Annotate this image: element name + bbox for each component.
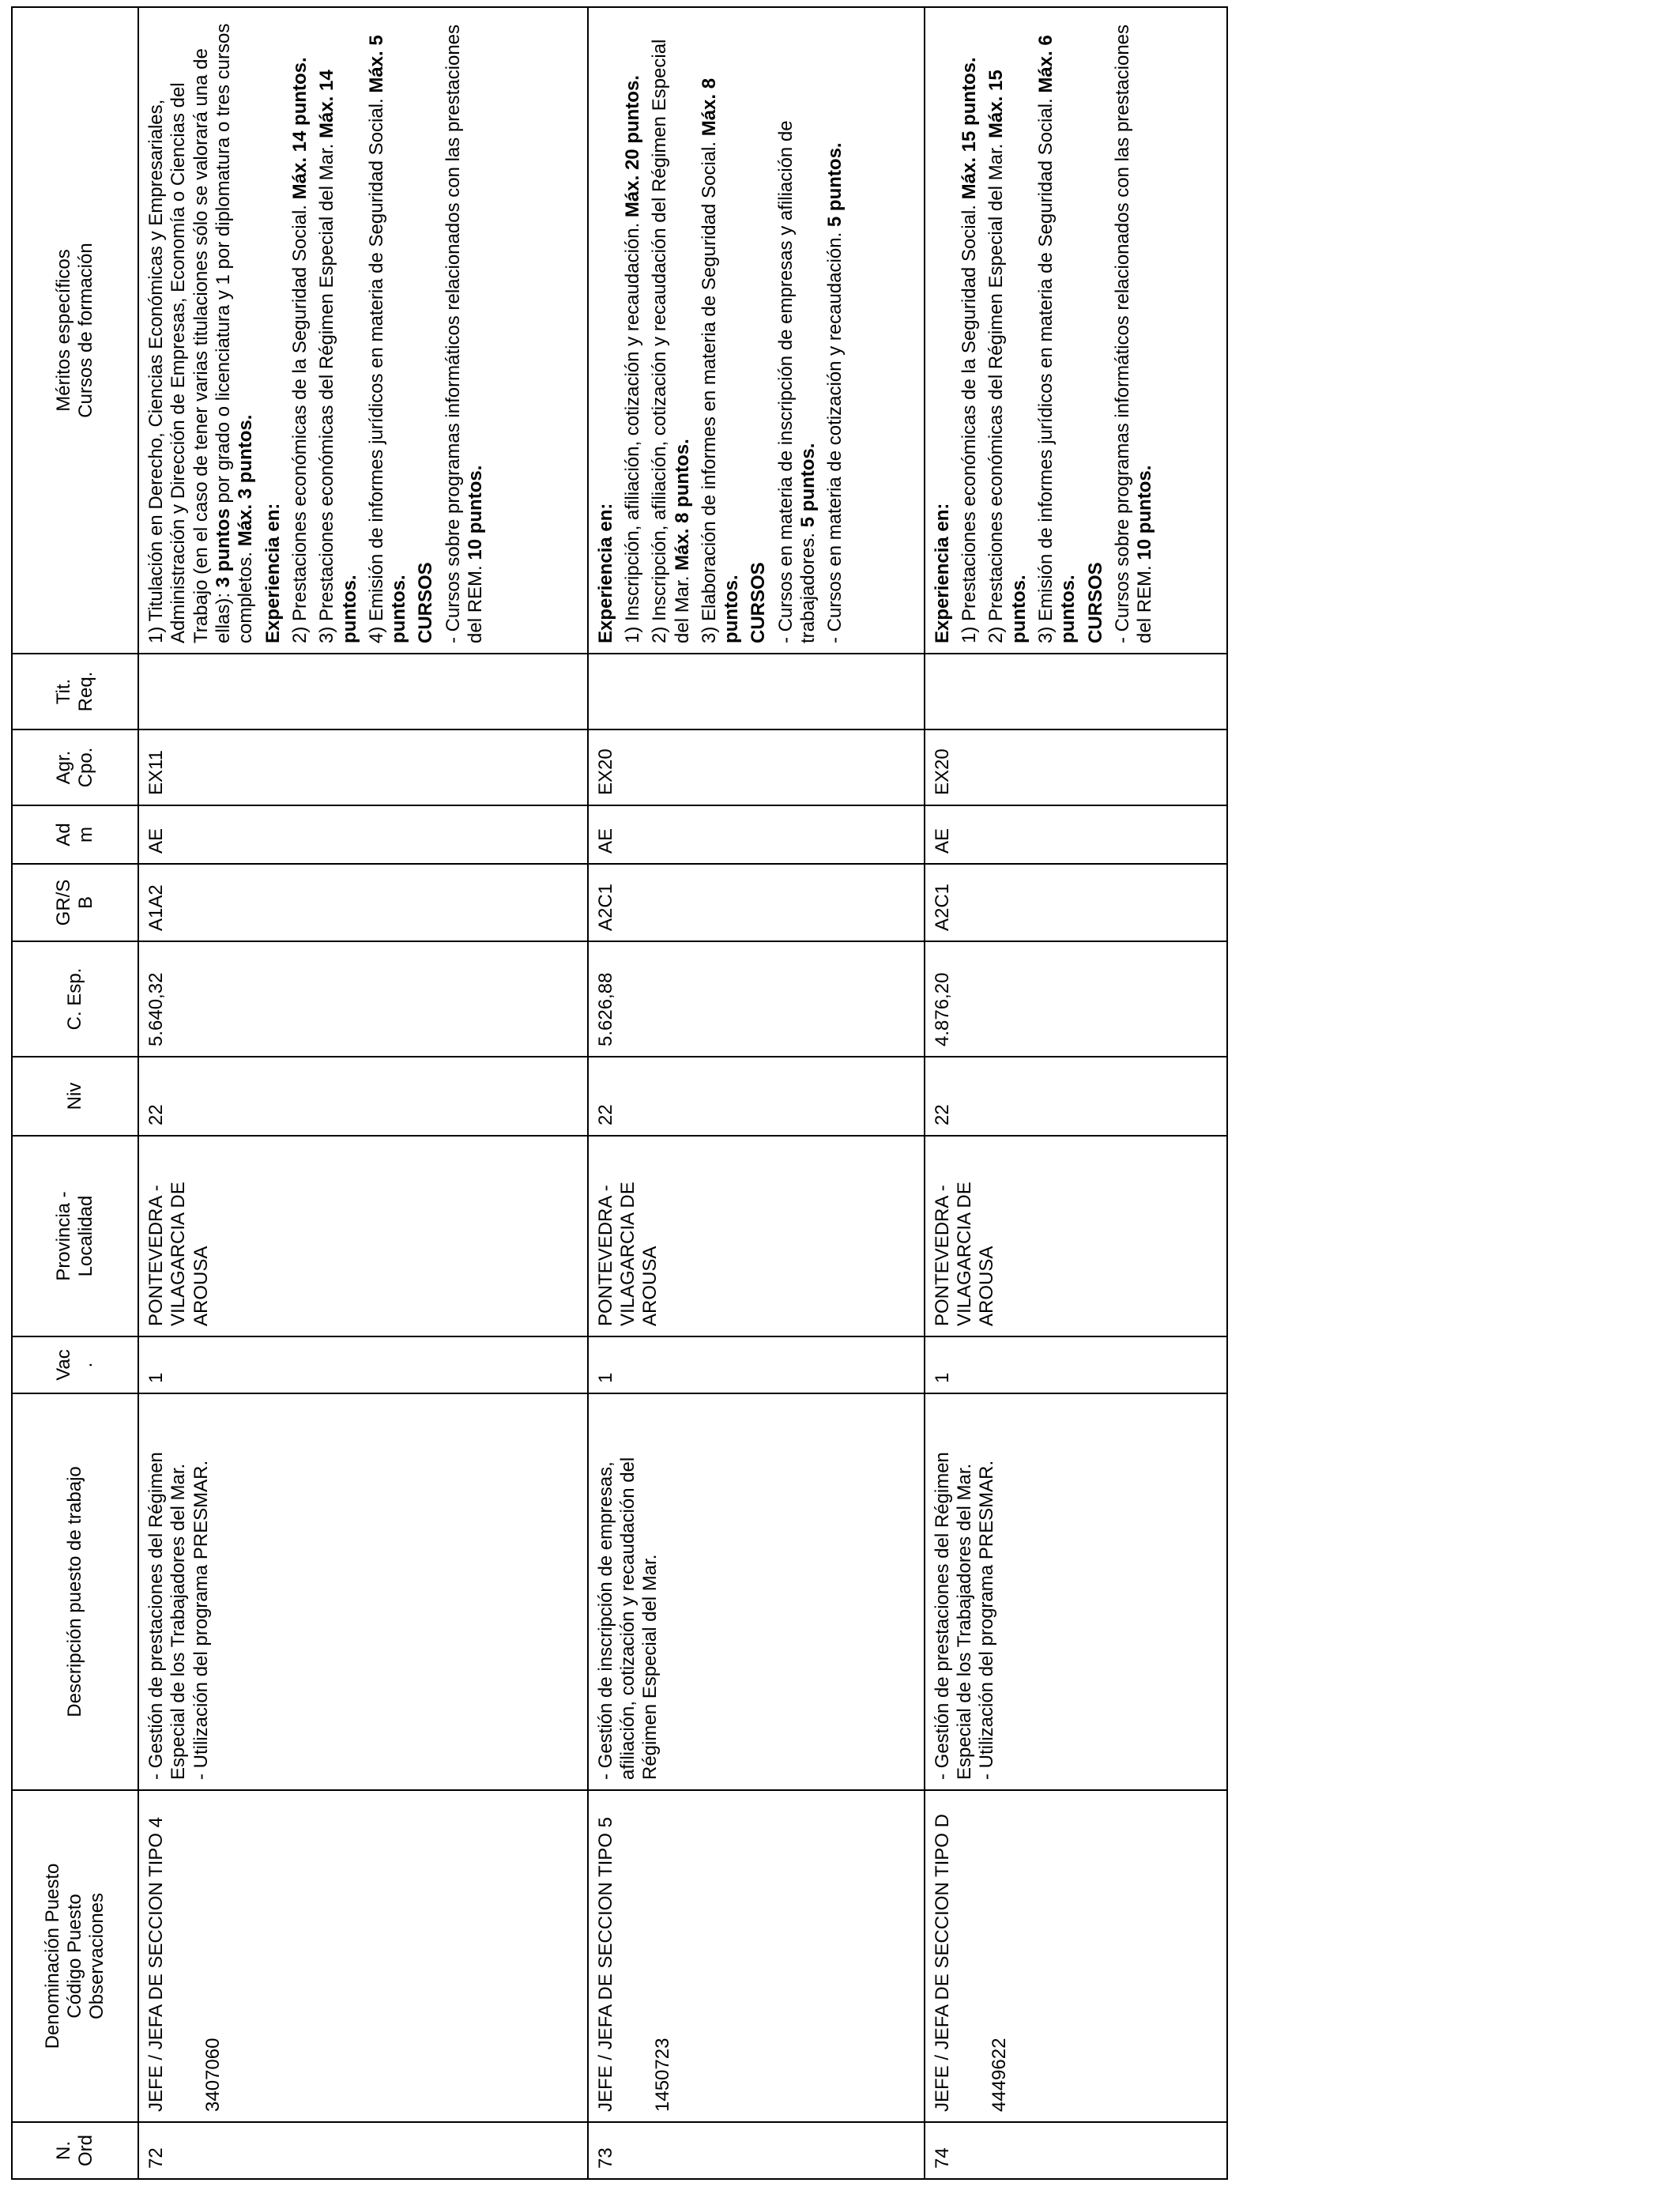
position-name: JEFE / JEFA DE SECCION TIPO 4 bbox=[145, 1817, 167, 2112]
description-line: - Gestión de prestaciones del Régimen Especial de los Trabajadores del Mar. bbox=[145, 1452, 190, 1780]
header-provincia bbox=[12, 1136, 138, 1336]
merit-text: 1) Inscripción, afiliación, cotización y recaudación. bbox=[621, 217, 643, 643]
cell-provincia bbox=[925, 1136, 1227, 1336]
merit-text: 3) Elaboración de informes en materia de Seguridad Social. bbox=[698, 136, 720, 643]
position-code: 3407060 bbox=[202, 2038, 224, 2112]
merit-points: Máx. 3 puntos. bbox=[235, 414, 257, 547]
merit-points: 10 puntos. bbox=[1134, 465, 1156, 560]
specific-complement-value: 4.876,20 bbox=[931, 972, 953, 1046]
merit-text: 3) Prestaciones económicas del Régimen Especial del Mar. bbox=[316, 138, 338, 643]
header-provincia-line1: Provincia - bbox=[52, 1191, 74, 1281]
cell-vac bbox=[588, 1336, 925, 1393]
corps-group-value: EX20 bbox=[594, 748, 616, 795]
merit-text: - Cursos sobre programas informáticos relacionados con las prestaciones del REM. bbox=[1112, 24, 1156, 643]
header-tit bbox=[12, 654, 138, 729]
merit-line bbox=[443, 17, 488, 643]
administration-value: AE bbox=[931, 827, 953, 854]
merit-text: 1) Prestaciones económicas de la Seguridad Social. bbox=[959, 199, 981, 643]
header-vac-line1: Vac. bbox=[52, 1349, 96, 1381]
cell-descripcion bbox=[925, 1393, 1227, 1790]
header-agr bbox=[12, 729, 138, 805]
merit-points: Máx. 8 puntos. bbox=[671, 439, 693, 571]
location-line: AROUSA bbox=[190, 1246, 212, 1326]
cell-provincia bbox=[588, 1136, 925, 1336]
header-ord-line2: Ord bbox=[75, 2135, 96, 2167]
cell-meritos bbox=[588, 7, 925, 654]
cell-descripcion bbox=[588, 1393, 925, 1790]
header-adm-line1: Adm bbox=[52, 823, 96, 846]
merit-text: - Cursos en materia de cotización y recaudación. bbox=[824, 227, 846, 643]
merit-line bbox=[748, 17, 770, 643]
merit-line bbox=[622, 17, 644, 643]
merit-points: Experiencia en: bbox=[931, 503, 953, 643]
header-vac bbox=[12, 1336, 138, 1393]
merit-points: 3 puntos bbox=[212, 508, 234, 588]
merit-line bbox=[1035, 17, 1080, 643]
merit-line bbox=[699, 17, 744, 643]
merit-line bbox=[595, 17, 617, 643]
header-niv bbox=[12, 1057, 138, 1136]
cell-agr bbox=[138, 729, 588, 805]
header-descripcion bbox=[12, 1393, 138, 1790]
header-ord-line1: N. bbox=[52, 2141, 74, 2160]
merit-line bbox=[1112, 17, 1157, 643]
merit-points: CURSOS bbox=[1084, 562, 1106, 643]
position-name: JEFE / JEFA DE SECCION TIPO D bbox=[931, 1814, 953, 2112]
cell-descripcion bbox=[138, 1393, 588, 1790]
corps-group-value: EX11 bbox=[145, 750, 167, 795]
merit-text: 1) Titulación en Derecho, Ciencias Económicas y Empresariales, Administración y Dirección de Empresas, Economía o Ciencias del Trabajo (en el caso de tener varias titulaciones sólo se valorará una de ellas): bbox=[145, 48, 234, 643]
description-line: - Utilización del programa PRESMAR. bbox=[976, 1460, 998, 1780]
cell-vac bbox=[138, 1336, 588, 1393]
vacancies-value: 1 bbox=[931, 1372, 953, 1383]
specific-complement-value: 5.640,32 bbox=[145, 972, 167, 1046]
header-cesp bbox=[12, 941, 138, 1057]
table-row bbox=[588, 7, 925, 2179]
cell-meritos bbox=[925, 7, 1227, 654]
merit-points: Máx. 15 puntos. bbox=[985, 70, 1030, 643]
cell-tit bbox=[138, 654, 588, 729]
table-header-row bbox=[12, 7, 138, 2179]
corps-group-value: EX20 bbox=[931, 748, 953, 795]
cell-denominacion bbox=[138, 1790, 588, 2122]
header-meritos-line2: Cursos de formación bbox=[75, 243, 96, 418]
location-line: VILAGARCIA DE bbox=[168, 1182, 190, 1326]
cell-grsb bbox=[138, 864, 588, 941]
location-line: PONTEVEDRA - bbox=[931, 1185, 953, 1326]
location-line: PONTEVEDRA - bbox=[594, 1185, 616, 1326]
merit-points: Máx. 8 puntos. bbox=[698, 77, 743, 643]
header-meritos-line1: Méritos específicos bbox=[52, 249, 74, 412]
cell-cesp bbox=[925, 941, 1227, 1057]
cell-ord bbox=[925, 2122, 1227, 2179]
merit-points: Máx. 14 puntos. bbox=[288, 57, 311, 200]
position-code: 1450723 bbox=[651, 2038, 673, 2112]
merit-text: 3) Emisión de informes jurídicos en materia de Seguridad Social. bbox=[1035, 92, 1057, 643]
merit-line bbox=[262, 17, 284, 643]
cell-niv bbox=[138, 1057, 588, 1136]
administration-value: AE bbox=[594, 827, 616, 854]
cell-tit bbox=[925, 654, 1227, 729]
header-meritos bbox=[12, 7, 138, 654]
header-tit-line1: Tit. bbox=[52, 678, 74, 705]
header-niv-line1: Niv bbox=[63, 1082, 85, 1110]
merit-text: 2) Prestaciones económicas de la Seguridad Social. bbox=[288, 199, 311, 643]
cell-denominacion bbox=[925, 1790, 1227, 2122]
merit-points: 5 puntos. bbox=[797, 443, 819, 528]
specific-complement-value: 5.626,88 bbox=[594, 972, 616, 1046]
header-tit-line2: Req. bbox=[75, 671, 96, 712]
merit-line bbox=[145, 17, 258, 643]
position-name: JEFE / JEFA DE SECCION TIPO 5 bbox=[594, 1817, 616, 2112]
header-ord bbox=[12, 2122, 138, 2179]
merit-line bbox=[775, 17, 820, 643]
merit-points: 5 puntos. bbox=[824, 142, 846, 228]
header-grsb-line1: GR/SB bbox=[52, 879, 96, 926]
merit-line bbox=[649, 17, 694, 643]
cell-agr bbox=[588, 729, 925, 805]
cell-tit bbox=[588, 654, 925, 729]
merit-points: Experiencia en: bbox=[594, 503, 616, 643]
merit-points: Máx. 15 puntos. bbox=[959, 57, 981, 200]
group-value: A2C1 bbox=[931, 883, 953, 931]
header-adm bbox=[12, 805, 138, 864]
group-value: A2C1 bbox=[594, 883, 616, 931]
vacancies-value: 1 bbox=[145, 1372, 167, 1383]
merit-line bbox=[824, 17, 846, 643]
merit-line bbox=[932, 17, 954, 643]
merit-text: 2) Prestaciones económicas del Régimen Especial del Mar. bbox=[985, 138, 1008, 643]
merit-points: 10 puntos. bbox=[465, 465, 487, 560]
merit-line bbox=[289, 17, 311, 643]
cell-adm bbox=[925, 805, 1227, 864]
cell-provincia bbox=[138, 1136, 588, 1336]
header-denominacion-line3: Observaciones bbox=[86, 1892, 108, 2020]
ord-number: 74 bbox=[931, 2147, 953, 2169]
cell-ord bbox=[138, 2122, 588, 2179]
merit-line bbox=[415, 17, 437, 643]
merit-points: Máx. 6 puntos. bbox=[1035, 35, 1079, 643]
level-value: 22 bbox=[145, 1104, 167, 1125]
header-denominacion-line2: Código Puesto bbox=[63, 1894, 85, 2019]
merit-line bbox=[959, 17, 981, 643]
header-grsb bbox=[12, 864, 138, 941]
header-cesp-line1: C. Esp. bbox=[63, 967, 85, 1031]
merit-points: CURSOS bbox=[748, 562, 770, 643]
header-agr-line1: Agr. bbox=[52, 750, 74, 785]
table-row bbox=[925, 7, 1227, 2179]
merit-line bbox=[985, 17, 1030, 643]
cell-adm bbox=[588, 805, 925, 864]
cell-adm bbox=[138, 805, 588, 864]
description-line: - Gestión de inscripción de empresas, afiliación, cotización y recaudación del Régimen Especial del Mar. bbox=[594, 1457, 661, 1780]
merit-text: 2) Inscripción, afiliación, cotización y recaudación del Régimen Especial del Mar. bbox=[649, 39, 693, 643]
location-line: PONTEVEDRA - bbox=[145, 1185, 167, 1326]
position-code: 4449622 bbox=[989, 2038, 1011, 2112]
cell-agr bbox=[925, 729, 1227, 805]
cell-grsb bbox=[925, 864, 1227, 941]
cell-vac bbox=[925, 1336, 1227, 1393]
header-descripcion-line1: Descripción puesto de trabajo bbox=[63, 1466, 85, 1717]
location-line: VILAGARCIA DE bbox=[954, 1182, 976, 1326]
header-denominacion-line1: Denominación Puesto bbox=[41, 1863, 63, 2049]
merit-text: - Cursos en materia de inscripción de empresas y afiliación de trabajadores. bbox=[774, 120, 819, 643]
job-positions-table bbox=[11, 6, 1228, 2180]
cell-grsb bbox=[588, 864, 925, 941]
cell-niv bbox=[588, 1057, 925, 1136]
administration-value: AE bbox=[145, 827, 167, 854]
location-line: VILAGARCIA DE bbox=[616, 1182, 638, 1326]
location-line: AROUSA bbox=[976, 1246, 998, 1326]
cell-denominacion bbox=[588, 1790, 925, 2122]
level-value: 22 bbox=[931, 1104, 953, 1125]
merit-text: 4) Emisión de informes jurídicos en materia de Seguridad Social. bbox=[365, 92, 387, 643]
level-value: 22 bbox=[594, 1104, 616, 1125]
merit-line bbox=[366, 17, 411, 643]
ord-number: 72 bbox=[145, 2147, 167, 2169]
group-value: A1A2 bbox=[145, 884, 167, 931]
header-provincia-line2: Localidad bbox=[75, 1195, 96, 1277]
table-row bbox=[138, 7, 588, 2179]
merit-text: - Cursos sobre programas informáticos relacionados con las prestaciones del REM. bbox=[442, 24, 487, 643]
merit-text: por grado o licenciatura y 1 por diplomatura o tres cursos completos. bbox=[212, 23, 257, 643]
merit-points: Máx. 5 puntos. bbox=[365, 35, 410, 643]
cell-cesp bbox=[138, 941, 588, 1057]
header-agr-line2: Cpo. bbox=[75, 747, 96, 788]
cell-meritos bbox=[138, 7, 588, 654]
cell-niv bbox=[925, 1057, 1227, 1136]
cell-ord bbox=[588, 2122, 925, 2179]
merit-points: Máx. 20 puntos. bbox=[621, 75, 643, 218]
description-line: - Utilización del programa PRESMAR. bbox=[190, 1460, 212, 1780]
merit-points: Experiencia en: bbox=[262, 503, 284, 643]
location-line: AROUSA bbox=[639, 1246, 661, 1326]
ord-number: 73 bbox=[594, 2147, 616, 2169]
merit-line bbox=[316, 17, 361, 643]
merit-points: Máx. 14 puntos. bbox=[316, 70, 360, 643]
header-denominacion bbox=[12, 1790, 138, 2122]
vacancies-value: 1 bbox=[594, 1372, 616, 1383]
cell-cesp bbox=[588, 941, 925, 1057]
description-line: - Gestión de prestaciones del Régimen Especial de los Trabajadores del Mar. bbox=[931, 1452, 976, 1780]
merit-line bbox=[1085, 17, 1107, 643]
merit-points: CURSOS bbox=[415, 562, 437, 643]
